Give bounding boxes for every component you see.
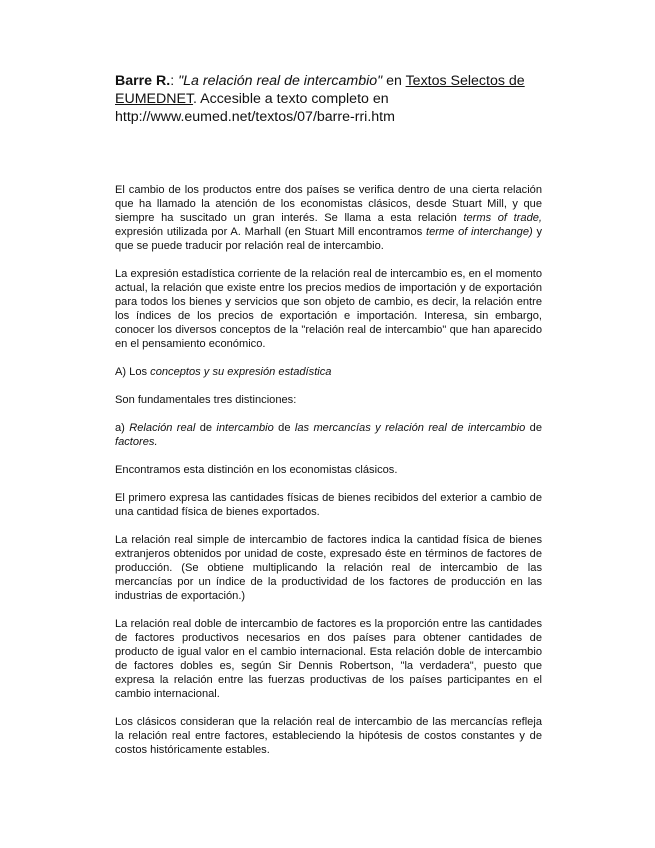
p3-text: A) Los bbox=[115, 366, 151, 378]
paragraph-9: La relación real doble de intercambio de factores es la proporción entre las cantidades de factores productivos necesarios en dos países para obtener cantidades de producto de igual valor en el cambio internacional. Esta relación doble de intercambio de factores dobles es, según Sir Dennis Robertson, "la verdadera", puesto que expresa la relación entre las fuerzas productivas de los países participantes en el cambio internacional. bbox=[115, 618, 542, 700]
citation-url[interactable]: http://www.eumed.net/textos/07/barre-rri.htm bbox=[115, 109, 395, 125]
citation-block bbox=[115, 72, 555, 126]
p5-italic-3: las mercancías y relación real de intercambio bbox=[294, 422, 526, 434]
p5-text-d: de bbox=[525, 422, 543, 434]
citation-colon: : bbox=[170, 73, 179, 89]
paragraph-2: La expresión estadística corriente de la relación real de intercambio es, en el momento actual, la relación que existe entre los precios medios de importación y de exportación para todos los bienes y servicios que son objeto de cambio, es decir, la relación entre los índices de los precios de exportación e importación. Interesa, sin embargo, conocer los diversos conceptos de la "relación real de intercambio" que han aparecido en el pensamiento económico. bbox=[115, 268, 542, 350]
p1-text-a: El cambio de los productos entre dos países se verifica dentro de una cierta relación que ha llamado la atención de los economistas clásicos, desde Stuart Mill, y que siempre ha suscitado un gran interés. Se llama a esta relación bbox=[115, 184, 542, 224]
paragraph-7: El primero expresa las cantidades físicas de bienes recibidos del exterior a cambio de una cantidad física de bienes exportados. bbox=[115, 492, 542, 518]
paragraph-1 bbox=[115, 183, 542, 253]
citation-title: "La relación real de intercambio" bbox=[178, 73, 383, 89]
p1-text-c: y que se puede traducir por relación real de intercambio. bbox=[115, 226, 542, 252]
p5-text-b: de bbox=[195, 422, 217, 434]
paragraph-5 bbox=[115, 421, 542, 449]
paragraph-8: La relación real simple de intercambio de factores indica la cantidad física de bienes extranjeros obtenidos por unidad de coste, expresado éste en términos de factores de producción. (Se obtiene multiplicando la relación real de intercambio de las mercancías por un índice de la productividad de los factores de producción en las industrias de exportación.) bbox=[115, 534, 542, 602]
paragraph-3 bbox=[115, 365, 542, 379]
paragraph-10: Los clásicos consideran que la relación real de intercambio de las mercancías refleja la relación real entre factores, estableciendo la hipótesis de costos constantes y de costos históricamente estables. bbox=[115, 716, 542, 756]
p1-italic-1: terms of trade, bbox=[463, 212, 542, 224]
p1-italic-2: terme of interchange) bbox=[425, 226, 533, 238]
p3-italic: conceptos y su expresión estadística bbox=[150, 366, 332, 378]
article-body bbox=[115, 183, 542, 771]
citation-in: en bbox=[382, 73, 406, 89]
p1-text-b: expresión utilizada por A. Marhall (en Stuart Mill encontramos bbox=[115, 226, 426, 238]
p5-text-c: de bbox=[273, 422, 295, 434]
p5-italic-1: Relación real bbox=[129, 422, 196, 434]
paragraph-4: Son fundamentales tres distinciones: bbox=[115, 394, 297, 406]
citation-author: Barre R. bbox=[115, 73, 171, 89]
p5-text-a: a) bbox=[115, 422, 130, 434]
p5-italic-4: factores. bbox=[115, 436, 158, 448]
p5-italic-2: intercambio bbox=[216, 422, 274, 434]
citation-collection-link[interactable]: Textos Selectos de EUMEDNET bbox=[115, 73, 525, 107]
citation-accessible: . Accesible a texto completo en bbox=[193, 91, 389, 107]
paragraph-6: Encontramos esta distinción en los economistas clásicos. bbox=[115, 464, 398, 476]
